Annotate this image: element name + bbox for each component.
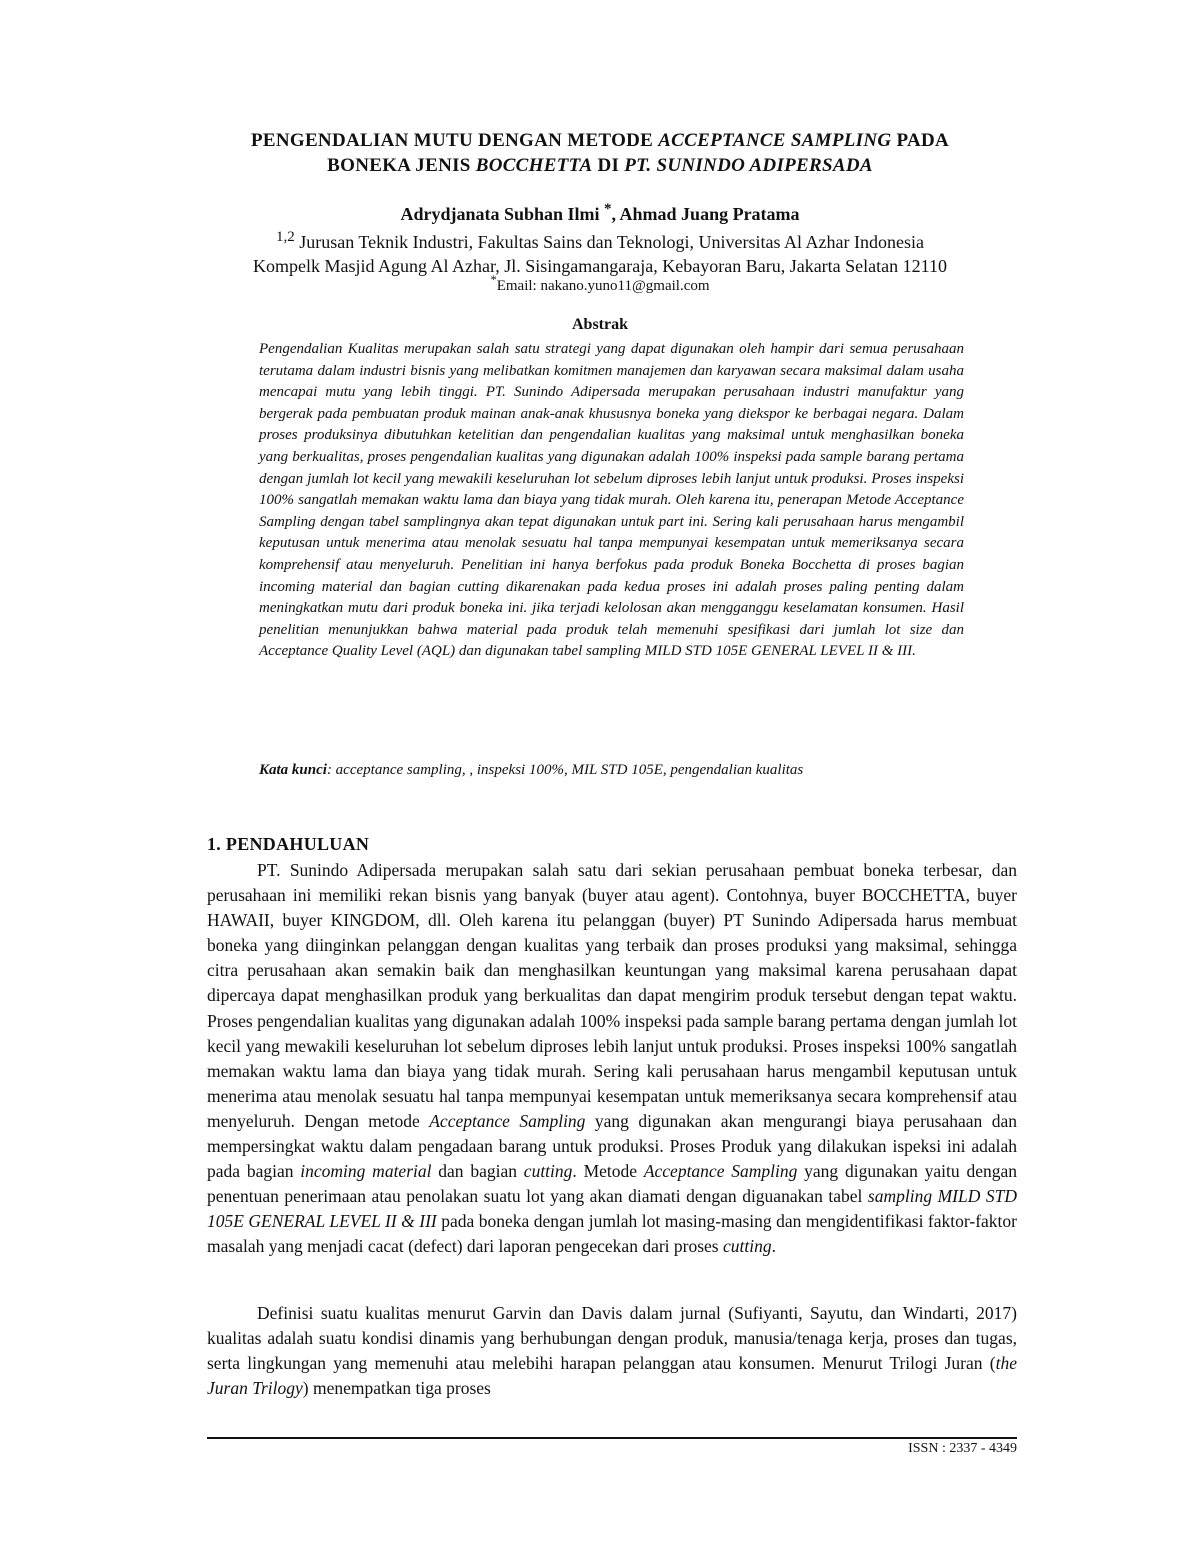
title-line2-italic1: BOCCHETTA — [475, 155, 593, 176]
issn-footer: ISSN : 2337 - 4349 — [908, 1441, 1017, 1456]
email-text: Email: nakano.yuno11@gmail.com — [496, 278, 710, 294]
footer-rule — [207, 1437, 1017, 1439]
p1-text-b: yang digunakan akan mengurangi biaya perusahaan dan mempersingkat waktu dalam pengadaan barang untuk produksi. Proses Produk yang dilakukan ispeksi ini adalah pada bagian — [207, 1110, 1017, 1182]
abstract-heading: Abstrak — [571, 316, 628, 333]
title-line1-part1: PENGENDALIAN MUTU DENGAN METODE — [250, 130, 659, 151]
author-list — [150, 201, 1050, 225]
corresponding-mark: * — [604, 201, 612, 217]
section-paragraph-2 — [207, 1301, 1017, 1401]
p1-italic-3: cutting — [523, 1161, 573, 1182]
abstract-text: Pengendalian Kualitas merupakan salah satu strategi yang dapat digunakan oleh hampir dari semua perusahaan terutama dalam industri bisnis yang melibatkan komitmen manajemen dan karyawan secara maksimal dalam usaha mencapai mutu yang lebih tinggi. PT. Sunindo Adipersada merupakan perusahaan industri manufaktur yang bergerak pada pembuatan produk mainan anak-anak khususnya boneka yang diekspor ke berbagai negara. Dalam proses produksinya dibutuhkan ketelitian dan pengendalian kualitas yang maksimal untuk menghasilkan boneka yang berkualitas, proses pengendalian kualitas yang digunakan adalah 100% inspeksi pada sample barang pertama dengan jumlah lot kecil yang mewakili keseluruhan lot sebelum diproses lebih lanjut untuk produksi. Proses inspeksi 100% sangatlah memakan waktu lama dan biaya yang tidak murah. Oleh karena itu, penerapan Metode Acceptance Sampling dengan tabel samplingnya akan tepat digunakan untuk part ini. Sering kali perusahaan harus mengambil keputusan untuk menerima atau menolak sesuatu hal tanpa mempunyai kesempatan untuk memeriksanya secara komprehensif atau menyeluruh. Penelitian ini hanya berfokus pada produk Boneka Bocchetta di proses bagian incoming material dan bagian cutting dikarenakan pada kedua proses ini adalah proses paling penting dalam meningkatkan mutu dari produk boneka ini. jika terjadi kelolosan akan mengganggu keselamatan konsumen. Hasil penelitian menunjukkan bahwa material pada produk telah memenuhi spesifikasi dari jumlah lot size dan Acceptance Quality Level (AQL) dan digunakan tabel sampling MILD STD 105E GENERAL LEVEL II & III. — [259, 341, 964, 660]
section-heading: 1. PENDAHULUAN — [207, 834, 370, 854]
affiliation-line1: Jurusan Teknik Industri, Fakultas Sains dan Teknologi, Universitas Al Azhar Indonesia — [294, 232, 924, 252]
p2-text-a: Definisi suatu kualitas menurut Garvin dan Davis dalam jurnal (Sufiyanti, Sayutu, dan Windarti, 2017) kualitas adalah suatu kondisi dinamis yang berhubungan dengan produk, manusia/tenaga kerja, proses dan tugas, serta lingkungan yang memenuhi atau melebihi harapan pelanggan atau konsumen. Menurut Trilogi Juran ( — [207, 1303, 1017, 1374]
affiliation-sup: 1,2 — [276, 229, 295, 245]
keywords — [259, 762, 964, 779]
keywords-label: Kata kunci — [259, 762, 327, 778]
title-line1-part3: PADA — [891, 130, 950, 151]
p1-italic-1: Acceptance Sampling — [429, 1110, 586, 1131]
p1-text-a: PT. Sunindo Adipersada merupakan salah satu dari sekian perusahaan pembuat boneka terbesar, dan perusahaan ini memiliki rekan bisnis yang banyak (buyer atau agent). Contohnya, buyer BOCCHETTA, buyer HAWAII, buyer KINGDOM, dll. Oleh karena itu pelanggan (buyer) PT Sunindo Adipersada harus membuat boneka yang diinginkan pelanggan dengan kualitas yang terbaik dan proses produksi yang maksimal, sehingga citra perusahaan akan semakin baik dan menghasilkan keuntungan yang maksimal karena perusahaan dapat dipercaya dapat menghasilkan produk yang berkualitas dan dapat mengirim produk tersebut dengan tepat waktu. Proses pengendalian kualitas yang digunakan adalah 100% inspeksi pada sample barang pertama dengan jumlah lot kecil yang mewakili keseluruhan lot sebelum diproses lebih lanjut untuk produksi. Proses inspeksi 100% sangatlah memakan waktu lama dan biaya yang tidak murah. Sering kali perusahaan harus mengambil keputusan untuk menerima atau menolak sesuatu hal tanpa mempunyai kesempatan untuk memeriksanya secara komprehensif atau menyeluruh. Dengan metode — [207, 860, 1017, 1131]
p2-italic-1: the Juran Trilogy — [207, 1353, 1017, 1399]
p1-text-f: pada boneka dengan jumlah lot masing-masing dan mengidentifikasi faktor-faktor masalah yang menjadi cacat (defect) dari laporan pengecekan dari proses — [207, 1211, 1017, 1257]
author-1: Adrydjanata Subhan Ilmi — [400, 204, 605, 224]
p2-text-b: ) menempatkan tiga proses — [302, 1378, 491, 1399]
p1-text-d: . Metode — [572, 1161, 644, 1182]
affiliation-line2: Kompelk Masjid Agung Al Azhar, Jl. Sisingamangaraja, Kebayoran Baru, Jakarta Selatan 12110 — [253, 256, 947, 276]
affiliation — [150, 225, 1050, 278]
author-2: , Ahmad Juang Pratama — [611, 204, 800, 224]
title-line2-part3: DI — [592, 155, 625, 176]
title-line1-italic: ACCEPTANCE SAMPLING — [658, 130, 892, 151]
p1-italic-5: sampling MILD STD 105E GENERAL LEVEL II & III — [207, 1186, 1017, 1232]
email-mark: * — [490, 273, 497, 287]
paper-title — [150, 128, 1050, 178]
p1-text-e: yang digunakan yaitu dengan penentuan penerimaan atau penolakan suatu lot yang akan diamati dengan diguanakan tabel — [207, 1161, 1017, 1207]
p1-italic-6: cutting — [723, 1236, 772, 1257]
title-line2-italic2: PT. SUNINDO ADIPERSADA — [624, 155, 873, 176]
author-email — [150, 273, 1050, 295]
p1-text-g: . — [771, 1236, 776, 1257]
p1-italic-4: Acceptance Sampling — [643, 1161, 798, 1182]
title-line2-part1: BONEKA JENIS — [327, 155, 476, 176]
keywords-text: : acceptance sampling, , inspeksi 100%, MIL STD 105E, pengendalian kualitas — [326, 762, 804, 778]
section-paragraph-1 — [207, 858, 1017, 1260]
p1-italic-2: incoming material — [300, 1161, 432, 1182]
p1-text-c: dan bagian — [431, 1161, 524, 1182]
